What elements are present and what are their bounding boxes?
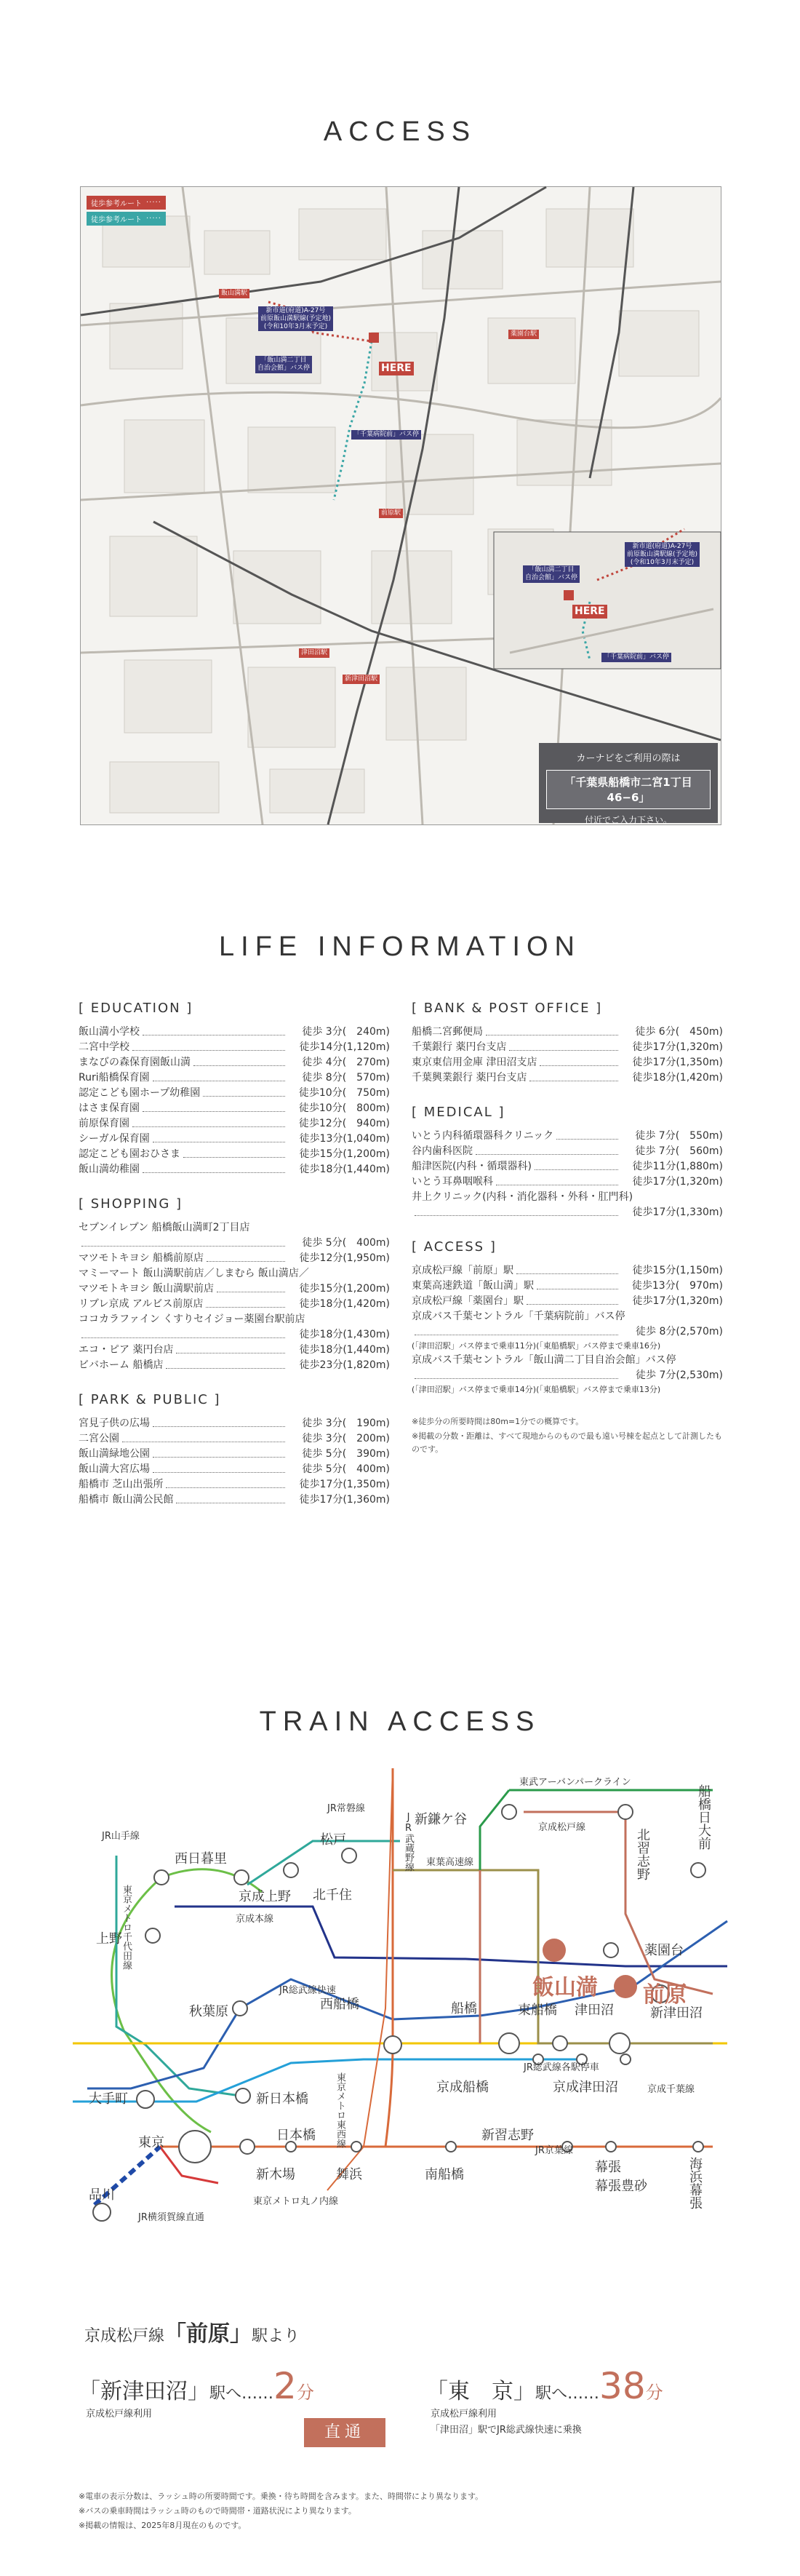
- line-keiseichiba: 京成千葉線: [647, 2084, 695, 2095]
- line-yokosuka: JR横須賀線直通: [138, 2212, 204, 2223]
- station-higashifunabashi: 東船橋: [518, 2003, 557, 2018]
- map-label-maebara: 前原駅: [379, 509, 403, 518]
- station-otemachi: 大手町: [89, 2091, 128, 2107]
- list-item: 認定こども園ホープ幼稚園 徒歩10分( 750m): [79, 1087, 390, 1099]
- bank-heading: [ BANK & POST OFFICE ]: [412, 1001, 603, 1016]
- list-item: 井上クリニック(内科・消化器科・外科・肛門科): [412, 1191, 633, 1203]
- direct-badge: 直通: [304, 2418, 385, 2447]
- bus1-sub: (「津田沼駅」バス停まで乗車11分)(「東船橋駅」バス停まで乗車16分): [412, 1341, 661, 1351]
- line-metrotozai: 東京メトロ東西線: [335, 2072, 345, 2148]
- list-item: 宮見子供の広場 徒歩 3分( 190m): [79, 1418, 390, 1429]
- dest1-note: 京成松戸線利用: [86, 2409, 153, 2420]
- list-item: はさま保育園 徒歩10分( 800m): [79, 1102, 390, 1114]
- medical-list: [412, 1129, 723, 1190]
- station-maebara: 前原: [643, 1982, 687, 2008]
- list-item: 京成バス千葉セントラル「千葉病院前」バス停: [412, 1311, 625, 1322]
- list-item: 東葉高速鉄道「飯山満」駅 徒歩13分( 970m): [412, 1280, 723, 1292]
- footnote-3: ※掲載の情報は、2025年8月現在のものです。: [79, 2521, 247, 2530]
- station-maihama: 舞浜: [336, 2167, 362, 2182]
- bank-list: [412, 1025, 723, 1086]
- shopping-list: [79, 1251, 390, 1312]
- list-item: 京成松戸線「薬園台」駅 徒歩17分(1,320m): [412, 1295, 723, 1307]
- station-matsudo: 松戸: [320, 1832, 346, 1848]
- list-item: 徒歩 5分( 400m): [79, 1236, 390, 1251]
- map-label-road-plan: 新市道(府道)A-27号 前原飯山満駅線(予定地) (令和10年3月末予定): [258, 306, 333, 331]
- station-shintsudanuma: 新津田沼: [650, 2005, 703, 2021]
- list-item: 東京東信用金庫 津田沼支店 徒歩17分(1,350m): [412, 1057, 723, 1068]
- station-shinnihombashi: 新日本橋: [256, 2091, 308, 2107]
- list-item: Ruri船橋保育園 徒歩 8分( 570m): [79, 1072, 390, 1084]
- medical-heading: [ MEDICAL ]: [412, 1105, 505, 1120]
- list-item: 谷内歯科医院 徒歩 7分( 560m): [412, 1145, 723, 1157]
- list-item: ビバホーム 船橋店 徒歩23分(1,820m): [79, 1359, 390, 1371]
- map-label-yakuendai: 薬園台駅: [508, 330, 539, 339]
- access-map[interactable]: [80, 186, 721, 835]
- carnav-line3: 付近でご入力下さい。: [584, 815, 672, 825]
- station-shinkiba: 新木場: [256, 2167, 295, 2182]
- list-item: セブンイレブン 船橋飯山満町2丁目店: [79, 1222, 250, 1233]
- station-minamifunabashi: 南船橋: [425, 2167, 464, 2182]
- line-metrochiyoda: 東京メトロ千代田線: [121, 1885, 132, 1970]
- list-item: まなびの森保育園飯山満 徒歩 4分( 270m): [79, 1057, 390, 1068]
- list-item: シーガル保育園 徒歩13分(1,040m): [79, 1133, 390, 1145]
- from-station-line: 京成松戸線「前原」駅より: [84, 2321, 300, 2347]
- station-yakuendai: 薬園台: [644, 1943, 684, 1958]
- list-item: 二宮公園 徒歩 3分( 200m): [79, 1433, 390, 1444]
- map-label-tsudanuma: 津田沼駅: [299, 648, 329, 658]
- life-left-column: [79, 1001, 390, 1508]
- station-tokyo: 東京: [138, 2135, 164, 2150]
- education-list: [79, 1025, 390, 1177]
- station-makuharitoyosuna: 幕張豊砂: [595, 2179, 647, 2194]
- list-item: 二宮中学校 徒歩14分(1,120m): [79, 1041, 390, 1053]
- station-akihabara: 秋葉原: [189, 2004, 228, 2019]
- carnav-line1: カーナビをご利用の際は: [576, 753, 681, 764]
- park-heading: [ PARK & PUBLIC ]: [79, 1392, 221, 1407]
- station-kitasenju: 北千住: [313, 1888, 352, 1903]
- bus2-sub: (「津田沼駅」バス停まで乗車14分)(「東船橋駅」バス停まで乗車13分): [412, 1385, 661, 1394]
- station-keiseifunabashi: 京成船橋: [436, 2080, 489, 2095]
- shopping-list-2: [79, 1343, 390, 1373]
- station-ueno: 上野: [96, 1931, 122, 1947]
- life-right-column: [412, 1001, 723, 1456]
- dest2-row: 「東 京」駅へ……38分: [426, 2365, 663, 2407]
- list-item: いとう耳鼻咽喉科 徒歩17分(1,320m): [412, 1176, 723, 1188]
- map-graphic: [81, 187, 721, 824]
- station-funabashi: 船橋: [451, 2001, 477, 2016]
- station-nihombashi: 日本橋: [276, 2128, 316, 2143]
- station-funabashinichidaimae: 船橋日大前: [696, 1784, 711, 1850]
- legend-walk-station: 徒歩参考ルート ·····: [87, 196, 166, 210]
- list-item: リブレ京成 アルビス前原店 徒歩18分(1,420m): [79, 1298, 390, 1310]
- train-route-map: [73, 1768, 727, 2270]
- station-shinnarashino: 新習志野: [481, 2128, 534, 2143]
- life-note-1: ※徒歩分の所要時間は80m=1分での概算です。: [412, 1417, 584, 1426]
- list-item: エコ・ピア 薬円台店 徒歩18分(1,440m): [79, 1344, 390, 1356]
- line-toyo: 東葉高速線: [426, 1857, 474, 1868]
- list-item: 飯山満大宮広場 徒歩 5分( 400m): [79, 1463, 390, 1475]
- list-item: 徒歩 7分(2,530m): [412, 1368, 723, 1383]
- list-item: 徒歩 8分(2,570m): [412, 1324, 723, 1340]
- dest2-note1: 京成松戸線利用: [431, 2409, 497, 2420]
- line-metromarunouchi: 東京メトロ丸ノ内線: [253, 2196, 339, 2207]
- station-shinkamagaya: 新鎌ケ谷: [415, 1812, 467, 1827]
- line-keiyo: JR京葉線: [535, 2145, 573, 2156]
- access-title: ACCESS: [323, 116, 477, 147]
- inset-label-road-plan: 新市道(府道)A-27号 前原飯山満駅線(予定地) (令和10年3月末予定): [625, 542, 700, 567]
- list-item: マミーマート 飯山満駅前店／しまむら 飯山満店／: [79, 1268, 309, 1279]
- life-note-2: ※掲載の分数・距離は、すべて現地からのもので最も遠い号棟を起点として計測したものです。: [412, 1431, 722, 1454]
- list-item: 船橋市 飯山満公民館 徒歩17分(1,360m): [79, 1494, 390, 1506]
- list-item: 船橋二宮郵便局 徒歩 6分( 450m): [412, 1026, 723, 1038]
- list-item: 認定こども園おひさま 徒歩15分(1,200m): [79, 1148, 390, 1160]
- line-sobu-rapid: JR総武線快速: [279, 1985, 336, 1996]
- inset-label-bus-2chome: 「飯山満二丁目 自治会館」バス停: [523, 565, 580, 583]
- inset-label-bus-hospital: 「千葉病院前」バス停: [601, 653, 671, 662]
- carnav-address: 「千葉県船橋市二宮1丁目46−6」: [546, 770, 711, 809]
- station-kaihinmakuhari: 海浜幕張: [687, 2157, 703, 2209]
- station-iiyama: 飯山満: [532, 1975, 598, 2000]
- line-musashino: JR武蔵野線: [403, 1812, 414, 1872]
- line-joban: JR常磐線: [327, 1803, 365, 1814]
- access-info-list: [412, 1263, 723, 1309]
- life-title: LIFE INFORMATION: [219, 931, 581, 962]
- carnav-note: ※周辺は、上記付近となります。撮影により状況が異なる場合がございます。: [540, 830, 717, 835]
- list-item: 徒歩18分(1,430m): [79, 1327, 390, 1343]
- line-keiseihon: 京成本線: [236, 1914, 274, 1925]
- map-here-label: HERE: [379, 362, 414, 375]
- list-item: 千葉興業銀行 薬円台支店 徒歩18分(1,420m): [412, 1072, 723, 1084]
- list-item: 飯山満幼稚園 徒歩18分(1,440m): [79, 1164, 390, 1175]
- map-label-bus-2chome: 「飯山満二丁目 自治会館」バス停: [255, 356, 312, 373]
- list-item: マツモトキヨシ 船橋前原店 徒歩12分(1,950m): [79, 1252, 390, 1264]
- list-item: いとう内科循環器科クリニック 徒歩 7分( 550m): [412, 1130, 723, 1142]
- list-item: 徒歩17分(1,330m): [412, 1205, 723, 1220]
- carnav-box: [539, 743, 718, 835]
- line-sobu-local: JR総武線各駅停車: [524, 2062, 599, 2073]
- list-item: 飯山満小学校 徒歩 3分( 240m): [79, 1026, 390, 1038]
- park-list: [79, 1416, 390, 1508]
- inset-here-label: HERE: [572, 605, 607, 619]
- access-info-heading: [ ACCESS ]: [412, 1239, 497, 1255]
- shopping-heading: [ SHOPPING ]: [79, 1196, 183, 1212]
- list-item: 前原保育園 徒歩12分( 940m): [79, 1118, 390, 1129]
- map-label-shintsuda: 新津田沼駅: [343, 675, 380, 684]
- list-item: 飯山満緑地公園 徒歩 5分( 390m): [79, 1448, 390, 1460]
- legend-walk-bus: 徒歩参考ルート ·····: [87, 212, 166, 226]
- footnote-2: ※バスの乗車時間はラッシュ時のもので時間帯・道路状況により異なります。: [79, 2506, 356, 2516]
- station-nishifunabashi: 西船橋: [320, 1997, 359, 2012]
- station-keiseiueno: 京成上野: [239, 1889, 291, 1904]
- list-item: 千葉銀行 薬円台支店 徒歩17分(1,320m): [412, 1041, 723, 1053]
- station-makuhari: 幕張: [595, 2160, 621, 2175]
- map-label-bus-hospital: 「千葉病院前」バス停: [351, 430, 421, 440]
- list-item: 京成松戸線「前原」駅 徒歩15分(1,150m): [412, 1265, 723, 1276]
- station-shinagawa: 品川: [89, 2187, 115, 2203]
- map-label-iiyama: 飯山満駅: [219, 289, 249, 298]
- list-item: 船津医院(内科・循環器科) 徒歩11分(1,880m): [412, 1161, 723, 1172]
- education-heading: [ EDUCATION ]: [79, 1001, 193, 1016]
- station-tsudanuma: 津田沼: [575, 2003, 614, 2018]
- route-map-graphic: [73, 1768, 727, 2270]
- list-item: マツモトキヨシ 飯山満駅前店 徒歩15分(1,200m): [79, 1283, 390, 1295]
- train-title: TRAIN ACCESS: [259, 1706, 541, 1737]
- list-item: ココカラファイン くすりセイジョー薬園台駅前店: [79, 1313, 305, 1325]
- list-item: 船橋市 芝山出張所 徒歩17分(1,350m): [79, 1479, 390, 1490]
- station-nishinippori: 西日暮里: [175, 1851, 227, 1867]
- line-urbanpark: 東武アーバンパークライン: [519, 1777, 631, 1788]
- station-keiseitsudanuma: 京成津田沼: [553, 2080, 618, 2095]
- line-keiseimatsudo: 京成松戸線: [538, 1822, 586, 1833]
- list-item: 京成バス千葉セントラル「飯山満二丁目自治会館」バス停: [412, 1354, 676, 1366]
- footnote-1: ※電車の表示分数は、ラッシュ時の所要時間です。乗換・待ち時間を含みます。また、時間帯により異なります。: [79, 2492, 484, 2501]
- line-yamanote: JR山手線: [102, 1831, 140, 1842]
- dest1-row: 「新津田沼」駅へ……2分: [79, 2365, 314, 2407]
- dest2-note2: 「津田沼」駅でJR総武線快速に乗換: [431, 2425, 582, 2436]
- station-kitanarashino: 北習志野: [635, 1828, 650, 1880]
